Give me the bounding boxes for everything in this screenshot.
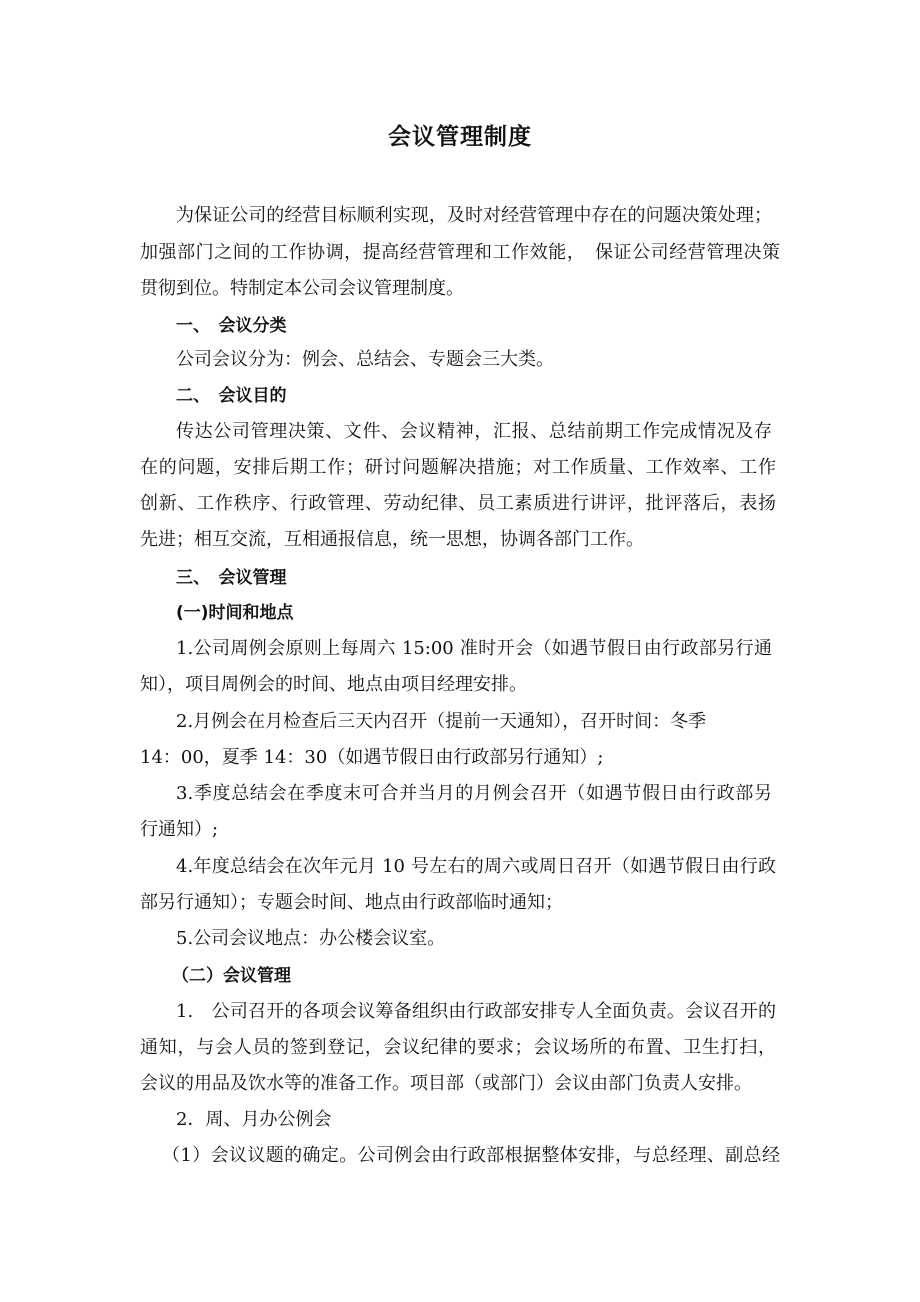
sub2-item2: 2．周、月办公例会 (176, 1109, 332, 1130)
sub1-item1-line-2: 知），项目周例会的时间、地点由项目经理安排。 (140, 674, 527, 695)
subsection1-heading: (一)时间和地点 (176, 603, 294, 623)
section2-line-3: 创新、工作秩序、行政管理、劳动纪律、员工素质进行讲评，批评落后，表扬 (140, 493, 776, 514)
subsection2-heading: （二）会议管理 (172, 966, 291, 986)
section2-heading: 二、 会议目的 (176, 386, 287, 406)
intro-line-1: 为保证公司的经营目标顺利实现，及时对经营管理中存在的问题决策处理； (176, 205, 772, 226)
section3-heading: 三、 会议管理 (176, 568, 287, 588)
intro-line-2: 加强部门之间的工作协调，提高经营管理和工作效能， 保证公司经营管理决策 (140, 242, 780, 263)
sub1-item2-line-1: 2.月例会在月检查后三天内召开（提前一天通知），召开时间：冬季 (176, 711, 707, 732)
section2-line-2: 在的问题，安排后期工作；研讨问题解决措施；对工作质量、工作效率、工作 (140, 457, 776, 478)
section2-line-4: 先进；相互交流，互相通报信息，统一思想，协调各部门工作。 (140, 529, 644, 550)
sub2-item2-1: （1）会议议题的确定。公司例会由行政部根据整体安排，与总经理、副总经 (162, 1145, 780, 1166)
sub2-para1-line-1: 1. 公司召开的各项会议筹备组织由行政部安排专人全面负责。会议召开的 (176, 1001, 776, 1022)
sub1-item4-line-2: 部另行通知）；专题会时间、地点由行政部临时通知； (140, 892, 563, 913)
intro-line-3: 贯彻到位。特制定本公司会议管理制度。 (140, 278, 464, 299)
sub1-item3-line-2: 行通知）; (140, 819, 219, 840)
section1-heading: 一、 会议分类 (176, 316, 287, 336)
section2-line-1: 传达公司管理决策、文件、会议精神，汇报、总结前期工作完成情况及存 (176, 421, 772, 442)
sub1-item3-line-1: 3.季度总结会在季度末可合并当月的月例会召开（如遇节假日由行政部另 (176, 783, 772, 804)
sub1-item4-line-1: 4.年度总结会在次年元月 10 号左右的周六或周日召开（如遇节假日由行政 (176, 856, 776, 877)
section1-body: 公司会议分为：例会、总结会、专题会三大类。 (176, 349, 554, 370)
sub2-para1-line-3: 会议的用品及饮水等的准备工作。项目部（或部门）会议由部门负责人安排。 (140, 1073, 752, 1094)
sub1-item2-line-2: 14：00，夏季 14：30（如遇节假日由行政部另行通知）; (140, 747, 604, 768)
sub2-para1-line-2: 通知，与会人员的签到登记，会议纪律的要求；会议场所的布置、卫生打扫， (140, 1037, 776, 1058)
document-title: 会议管理制度 (388, 124, 532, 150)
sub1-item5: 5.公司会议地点：办公楼会议室。 (176, 928, 446, 949)
sub1-item1-line-1: 1.公司周例会原则上每周六 15:00 准时开会（如遇节假日由行政部另行通 (176, 638, 772, 659)
